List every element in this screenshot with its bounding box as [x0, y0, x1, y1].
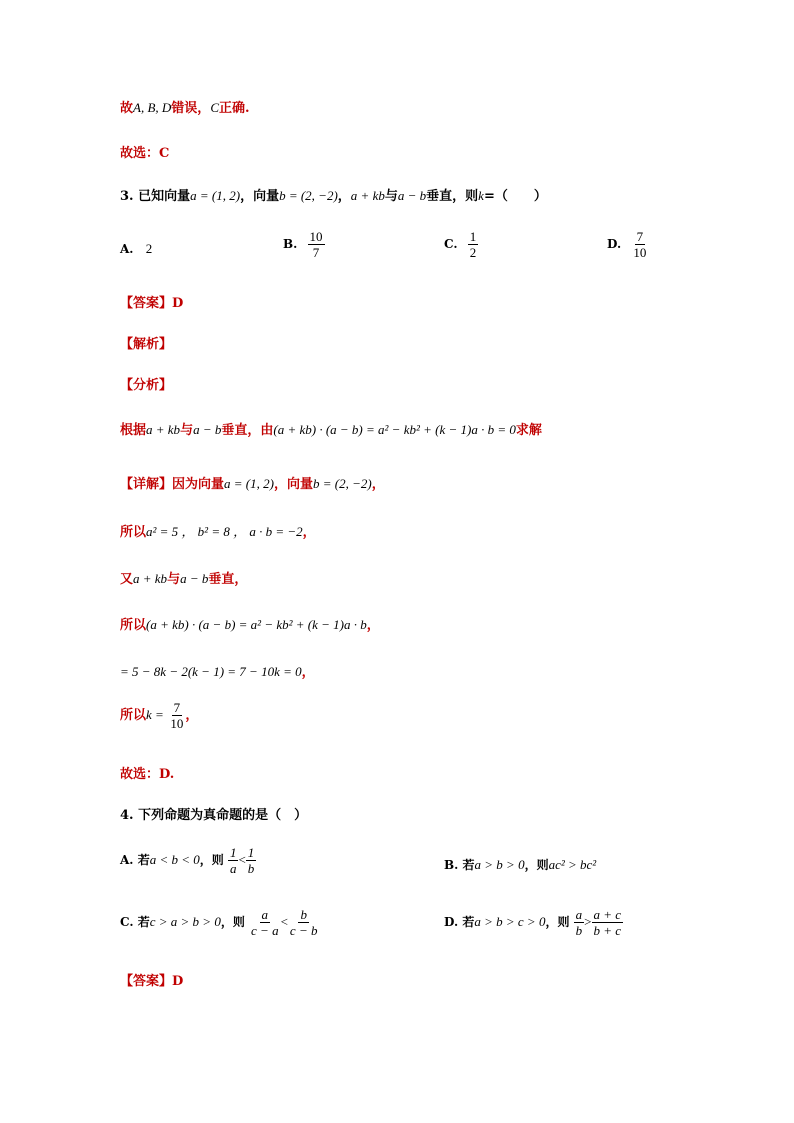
again-with: 与: [167, 572, 181, 587]
so2-end: ，: [366, 618, 380, 633]
fenxi-expr2: a − b: [193, 422, 222, 437]
option-cond: c > a > b > 0: [149, 914, 221, 929]
option-if: 若: [137, 915, 150, 929]
option-label: B.: [283, 237, 298, 251]
option-if: 若: [137, 853, 150, 867]
prev-choose: 故选：C: [120, 146, 170, 161]
fenxi-equation: (a + kb) · (a − b) = a² − kb² + (k − 1)a · b = 0: [273, 422, 516, 437]
again-prefix: 又: [120, 572, 134, 587]
so3-k: k =: [146, 707, 164, 722]
so3-fraction: $\frac{7}{10}$: [170, 700, 184, 731]
q3-stem-prefix: 已知向量: [138, 189, 191, 204]
q4-option-c[interactable]: [120, 907, 319, 938]
option-then: ，则: [545, 915, 570, 929]
fenxi-expr1: a + kb: [146, 422, 181, 437]
q4-option-a[interactable]: [120, 845, 256, 876]
option-frac1: $\frac{1}{a}$: [229, 845, 237, 876]
fenxi-with: 与: [180, 423, 194, 438]
option-value: 2: [145, 241, 153, 256]
fenxi-prefix: 根据: [120, 423, 147, 438]
option-cond: a > b > c > 0: [474, 914, 546, 929]
prev-conclusion: [120, 97, 250, 116]
q3-jiexi: 【解析】: [120, 337, 173, 352]
right-option: C: [210, 100, 219, 115]
answer-label: 【答案】: [120, 296, 173, 311]
q3-option-d[interactable]: [607, 229, 648, 260]
so1-prefix: 所以: [120, 525, 147, 540]
q3-option-b[interactable]: [283, 229, 325, 260]
so2-expr: (a + kb) · (a − b) = a² − kb² + (k − 1)a · b: [146, 617, 367, 632]
q3-option-c[interactable]: [444, 229, 478, 260]
q4-number: 4.: [120, 808, 134, 823]
option-label: D.: [607, 237, 622, 251]
q3-eq-line: [120, 661, 315, 680]
answer-value: D: [172, 296, 184, 311]
so1-expr: a² = 5 ， b² = 8 ， a · b = −2: [146, 524, 303, 539]
option-label: A.: [120, 242, 134, 256]
detail-label: 【详解】: [120, 477, 173, 492]
option-fraction: $\frac{10}{7}$: [309, 229, 323, 260]
option-frac2: $\frac{b}{c - b}$: [289, 907, 318, 938]
q3-option-a[interactable]: [120, 241, 152, 257]
so1-end: ，: [302, 525, 316, 540]
q3-detail: [120, 473, 385, 492]
option-fraction: $\frac{7}{10}$: [633, 229, 647, 260]
q3-fenxi: 【分析】: [120, 378, 173, 393]
answer-label: 【答案】: [120, 974, 173, 989]
detail-vec-b: b = (2, −2): [312, 476, 372, 491]
eq-line-expr: = 5 − 8k − 2(k − 1) = 7 − 10k = 0: [120, 664, 302, 679]
q3-blank: =（ ）: [483, 189, 547, 204]
q4-stem: [120, 804, 307, 823]
option-cond: a < b < 0: [149, 852, 200, 867]
wrong-options: A, B, D: [133, 100, 172, 115]
option-rel: <: [280, 914, 288, 929]
q4-option-b[interactable]: [444, 856, 596, 873]
option-then: ，则: [199, 853, 224, 867]
fenxi-suffix: 求解: [515, 423, 542, 438]
again-expr2: a − b: [180, 571, 209, 586]
so3-prefix: 所以: [120, 708, 147, 723]
option-frac2: $\frac{1}{b}$: [247, 845, 255, 876]
q3-vec-b: b = (2, −2): [279, 188, 338, 203]
option-frac2: $\frac{a + c}{b + c}$: [593, 907, 622, 938]
q4-stem-text: 下列命题为真命题的是（ ）: [138, 808, 308, 823]
q3-so2: [120, 614, 380, 633]
q3-expr1: a + kb: [350, 188, 385, 203]
right-label: 正确.: [218, 101, 250, 116]
q3-choose: 故选：D.: [120, 767, 175, 782]
q3-stem-mid: ，向量: [240, 189, 280, 204]
q3-stem: [120, 185, 547, 204]
option-label: B.: [444, 858, 459, 872]
q3-comma: ，: [337, 189, 351, 204]
option-if: 若: [462, 858, 475, 872]
q4-option-d[interactable]: [444, 907, 623, 938]
eq-line-end: ，: [301, 665, 315, 680]
q3-fenxi-text: [120, 419, 542, 438]
q3-vec-a: a = (1, 2): [190, 188, 241, 203]
answer-value: D: [172, 974, 184, 989]
q3-again: [120, 568, 247, 587]
option-fraction: $\frac{1}{2}$: [469, 229, 477, 260]
q3-answer: [120, 292, 183, 311]
detail-mid: ，向量: [273, 477, 313, 492]
option-result: ac² > bc²: [548, 857, 597, 872]
wrong-label: 错误，: [171, 101, 211, 116]
q3-number: 3.: [120, 189, 134, 204]
q3-expr2: a − b: [397, 188, 427, 203]
q3-stem-suffix: 垂直，则: [426, 189, 479, 204]
option-rel: <: [238, 852, 246, 867]
option-cond: a > b > 0: [474, 857, 525, 872]
so2-prefix: 所以: [120, 618, 147, 633]
option-if: 若: [462, 915, 475, 929]
detail-end: ，: [371, 477, 385, 492]
option-frac1: $\frac{a}{c - a}$: [251, 907, 279, 938]
again-expr1: a + kb: [133, 571, 168, 586]
again-suffix: 垂直，: [208, 572, 248, 587]
option-frac1: $\frac{a}{b}$: [575, 907, 583, 938]
q3-with: 与: [384, 189, 398, 204]
option-then: ，则: [220, 915, 245, 929]
detail-vec-a: a = (1, 2): [224, 476, 274, 491]
option-label: C.: [444, 237, 458, 251]
fenxi-mid: 垂直，由: [221, 423, 274, 438]
option-label: A.: [120, 853, 134, 867]
detail-prefix: 因为向量: [172, 477, 225, 492]
q4-answer: [120, 970, 183, 989]
option-label: C.: [120, 915, 134, 929]
option-rel: >: [584, 914, 592, 929]
q3-k: k: [478, 188, 484, 203]
option-label: D.: [444, 915, 459, 929]
q3-so1: [120, 521, 316, 540]
q3-so3: [120, 700, 198, 731]
option-then: ，则: [524, 858, 549, 872]
conclusion-prefix: 故: [120, 101, 134, 116]
so3-end: ，: [185, 708, 199, 723]
